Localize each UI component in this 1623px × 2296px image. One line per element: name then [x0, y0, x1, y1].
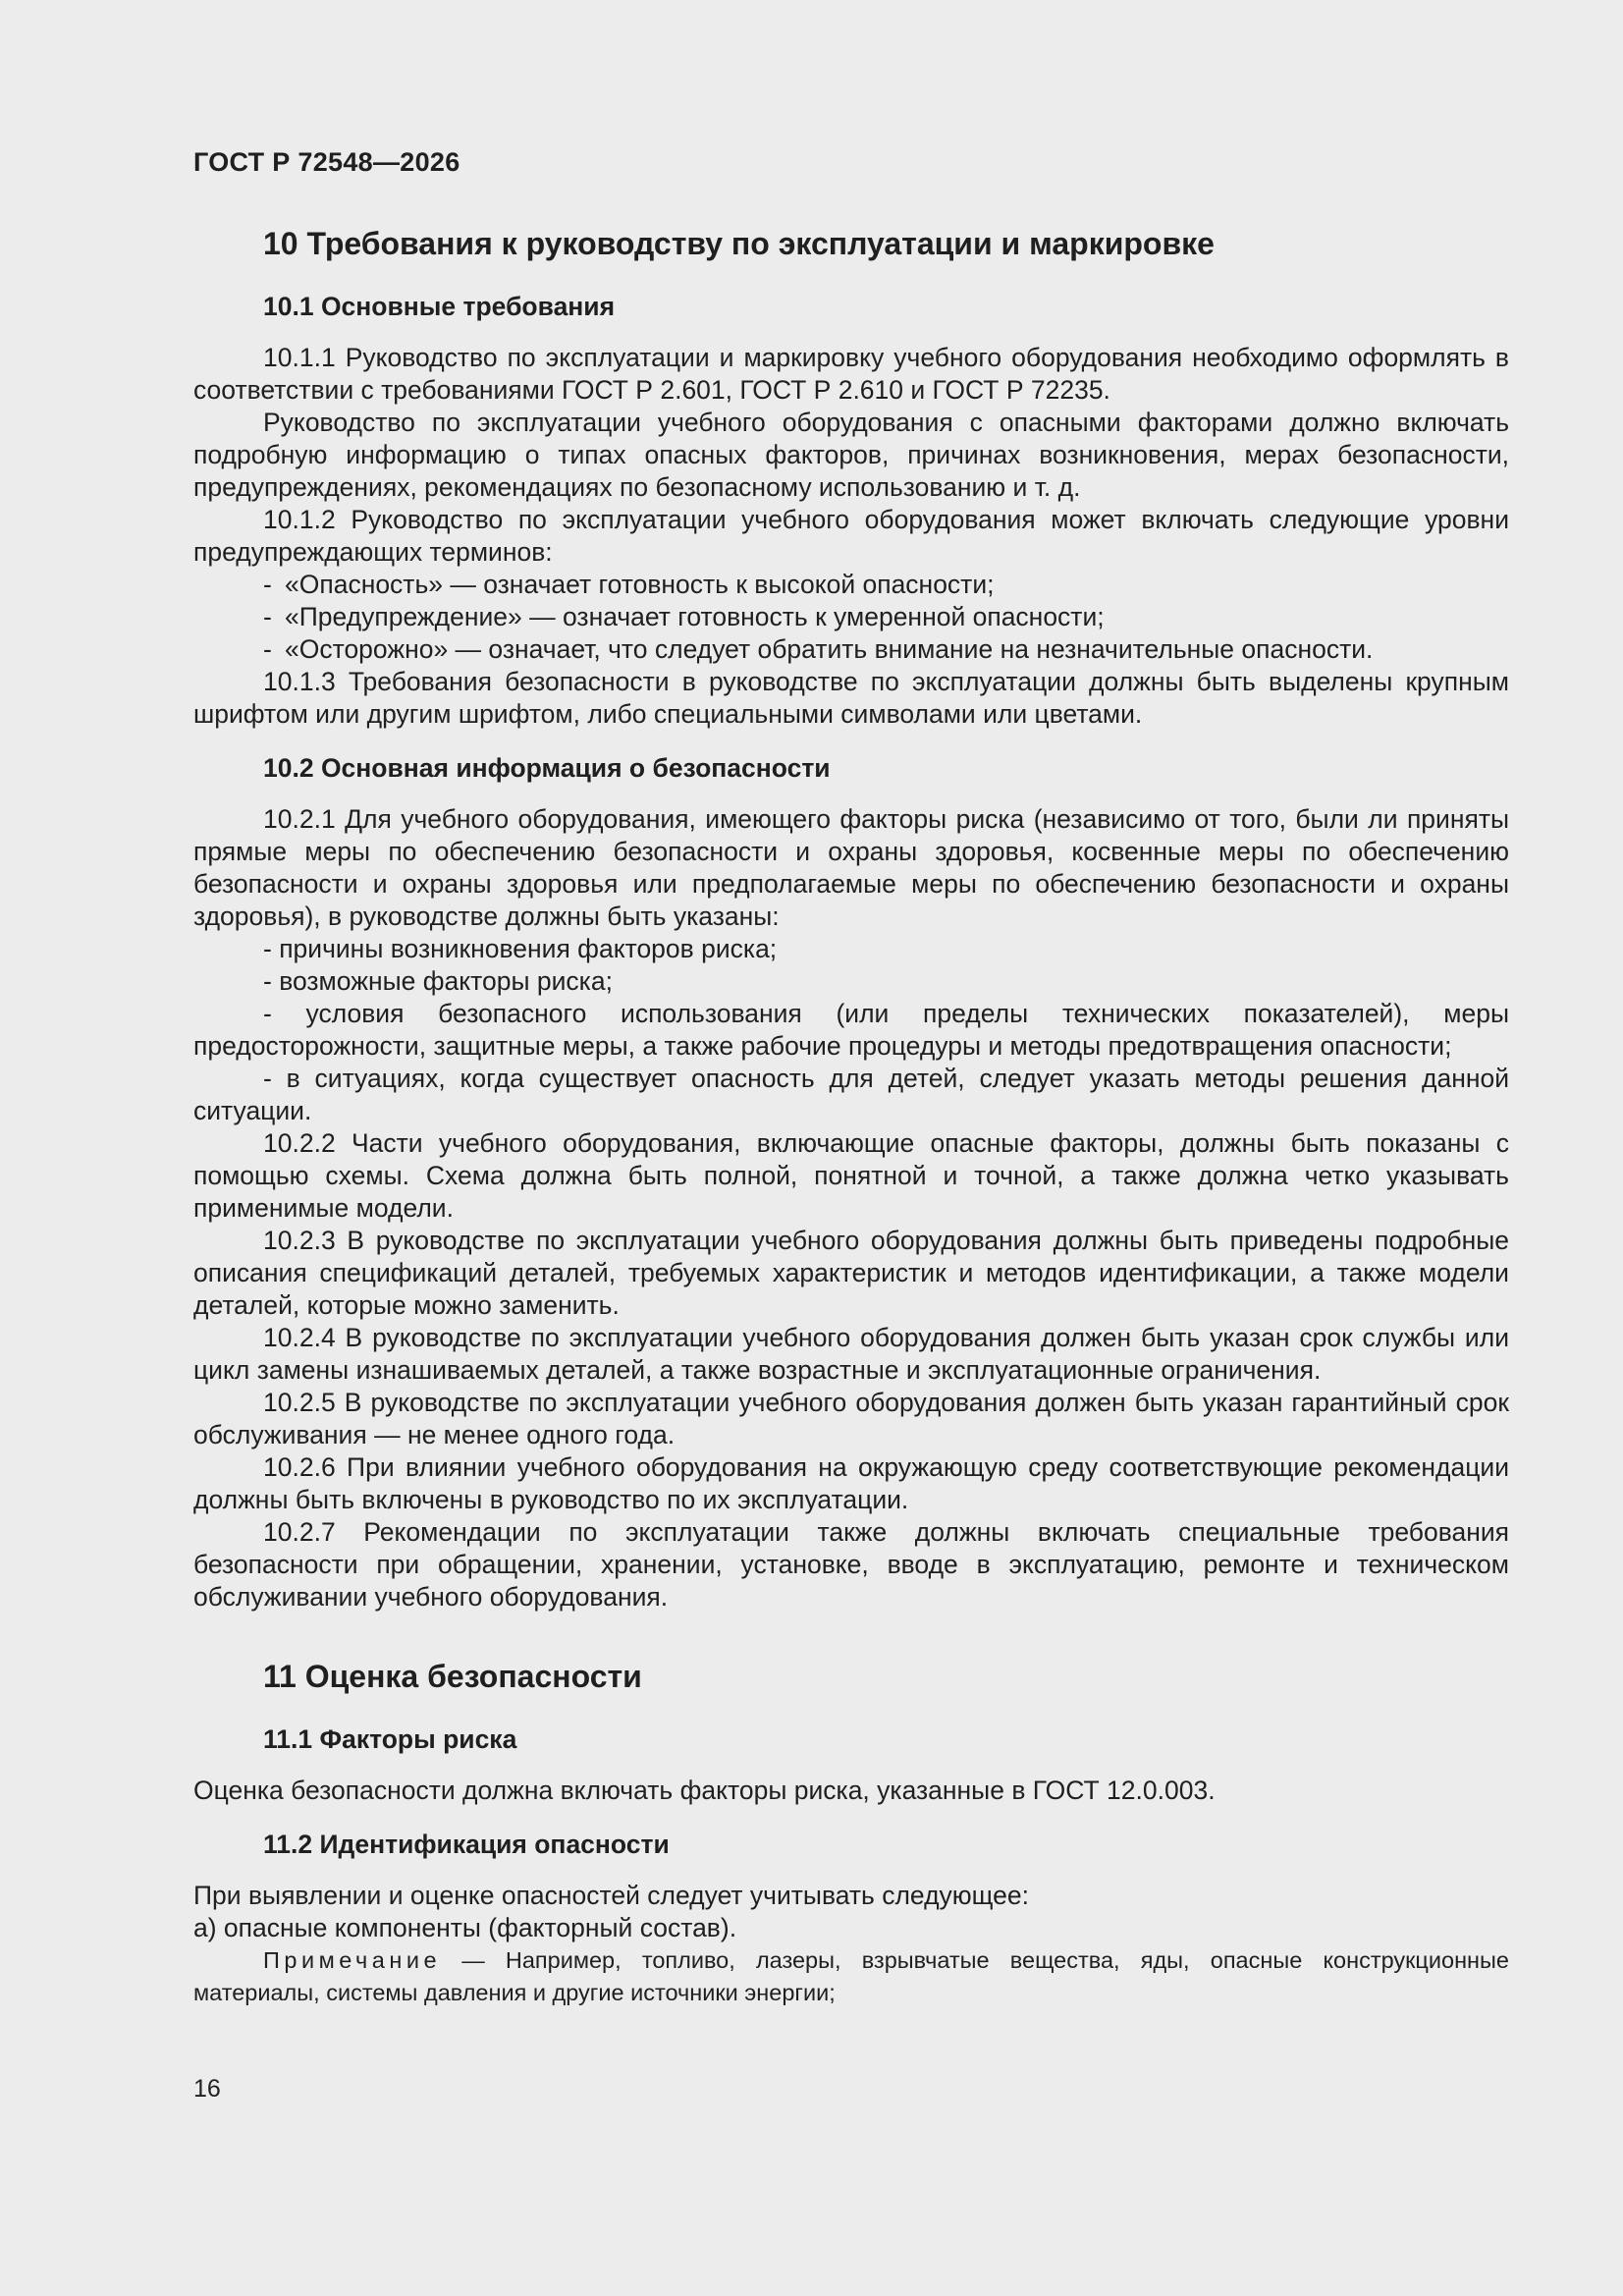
list-item: - «Опасность» — означает готовность к высокой опасности; — [263, 570, 995, 599]
paragraph-10-2-5: 10.2.5 В руководстве по эксплуатации учебного оборудования должен быть указан гарантийный срок обслуживания — не менее одного года. — [193, 1388, 1509, 1449]
list-item: - возможные факторы риска; — [263, 966, 613, 996]
dash-marker: - — [263, 634, 272, 664]
paragraph-11-1: Оценка безопасности должна включать факторы риска, указанные в ГОСТ 12.0.003. — [193, 1776, 1216, 1805]
section-11-2-title: 11.2 Идентификация опасности — [263, 1830, 670, 1859]
list-item: - «Осторожно» — означает, что следует обратить внимание на незначительные опасности. — [263, 634, 1374, 664]
dash-marker: - — [263, 999, 306, 1028]
note-text: — Например, топливо, лазеры, взрывчатые вещества, яды, опасные конструкционные материалы, системы давления и другие источники энергии; — [193, 1947, 1509, 2005]
page-number: 16 — [193, 2075, 221, 2103]
paragraph-11-2: При выявлении и оценке опасностей следует учитывать следующее: — [193, 1881, 1030, 1910]
document-header: ГОСТ Р 72548—2026 — [193, 147, 460, 177]
dash-marker: - — [263, 966, 280, 996]
paragraph-10-1-2: 10.1.2 Руководство по эксплуатации учебного оборудования может включать следующие уровни предупреждающих терминов: — [193, 505, 1509, 567]
dash-marker: - — [263, 570, 272, 599]
paragraph-10-1-3: 10.1.3 Требования безопасности в руководстве по эксплуатации должны быть выделены крупным шрифтом или другим шрифтом, либо специальными символами или цветами. — [193, 667, 1509, 729]
paragraph-10-1-1: 10.1.1 Руководство по эксплуатации и маркировку учебного оборудования необходимо оформлять в соответствии с требованиями ГОСТ Р 2.601, ГОСТ Р 2.610 и ГОСТ Р 72235. — [193, 343, 1509, 405]
list-item: - причины возникновения факторов риска; — [263, 934, 778, 963]
paragraph-10-2-3: 10.2.3 В руководстве по эксплуатации учебного оборудования должны быть приведены подробные описания спецификаций деталей, требуемых характеристик и методов идентификации, а также модели деталей, которые можно заменить. — [193, 1226, 1509, 1320]
section-10-1-title: 10.1 Основные требования — [263, 292, 616, 321]
dash-marker: - — [263, 1064, 287, 1093]
section-11-1-title: 11.1 Факторы риска — [263, 1724, 517, 1754]
dash-marker: - — [263, 602, 272, 631]
list-item: - в ситуациях, когда существует опасность для детей, следует указать методы решения данной ситуации. — [193, 1064, 1510, 1125]
note — [193, 1944, 1509, 2009]
paragraph-10-2-7: 10.2.7 Рекомендации по эксплуатации также должны включать специальные требования безопасности при обращении, хранении, установке, вводе в эксплуатацию, ремонте и техническом обслуживании учебного оборудования. — [193, 1517, 1509, 1612]
paragraph-10-2-1: 10.2.1 Для учебного оборудования, имеющего факторы риска (независимо от того, были ли приняты прямые меры по обеспечению безопасности и охраны здоровья, косвенные меры по обеспечению безопасности и охраны здоровья или предполагаемые меры по обеспечению безопасности и охраны здоровья), в руководстве должны быть указаны: — [193, 804, 1509, 931]
section-11-title: 11 Оценка безопасности — [263, 1659, 642, 1694]
list-item: - «Предупреждение» — означает готовность к умеренной опасности; — [263, 602, 1105, 631]
paragraph-10-2-6: 10.2.6 При влиянии учебного оборудования на окружающую среду соответствующие рекомендации должны быть включены в руководство по их эксплуатации. — [193, 1452, 1509, 1514]
paragraph-10-2-4: 10.2.4 В руководстве по эксплуатации учебного оборудования должен быть указан срок службы или цикл замены изнашиваемых деталей, а также возрастные и эксплуатационные ограничения. — [193, 1323, 1509, 1385]
dash-marker: - — [263, 934, 280, 963]
list-item: а) опасные компоненты (факторный состав). — [193, 1913, 737, 1942]
paragraph-10-1-1-cont: Руководство по эксплуатации учебного оборудования с опасными факторами должно включать подробную информацию о типах опасных факторов, причинах возникновения, мерах безопасности, предупреждениях, рекомендациях по безопасному использованию и т. д. — [193, 408, 1509, 502]
note-label: Примечание — [263, 1947, 442, 1973]
paragraph-10-2-2: 10.2.2 Части учебного оборудования, включающие опасные факторы, должны быть показаны с помощью схемы. Схема должна быть полной, понятной и точной, а также должна четко указывать применимые модели. — [193, 1128, 1509, 1223]
document-body — [193, 222, 1509, 2009]
section-10-2-title: 10.2 Основная информация о безопасности — [263, 753, 831, 783]
section-10-title: 10 Требования к руководству по эксплуатации и маркировке — [263, 226, 1215, 261]
list-item: - условия безопасного использования (или пределы технических показателей), меры предосторожности, защитные меры, а также рабочие процедуры и методы предотвращения опасности; — [193, 999, 1509, 1061]
